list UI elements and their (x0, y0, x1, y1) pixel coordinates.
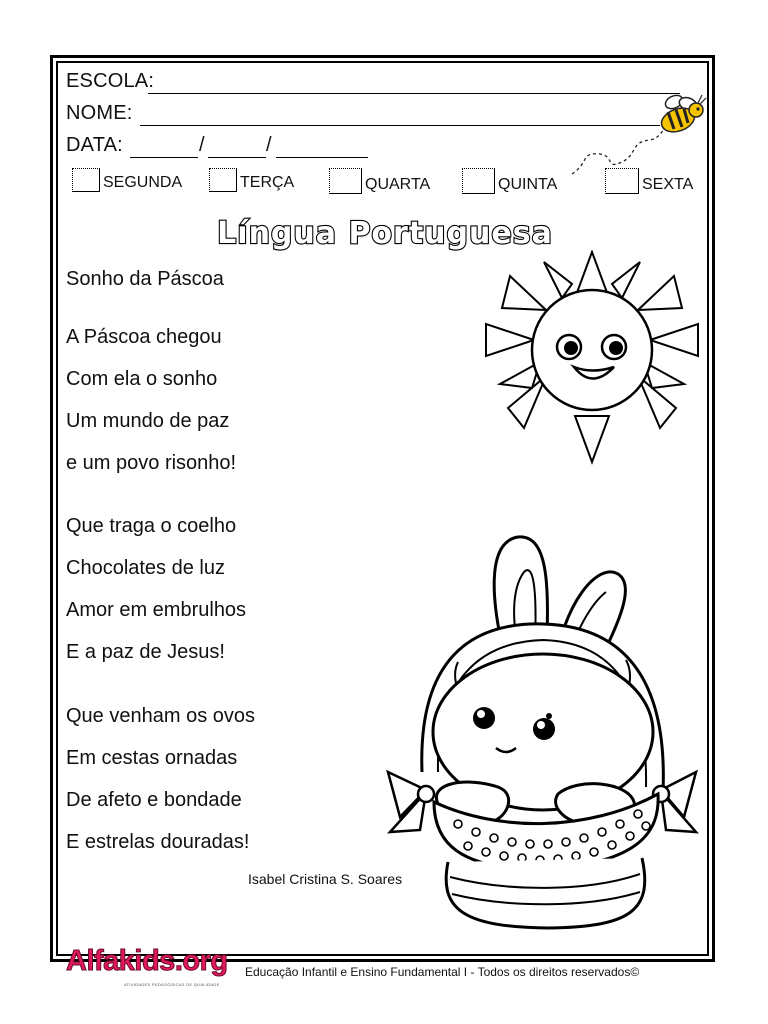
poem-line: Que traga o coelho (66, 515, 237, 537)
data-month-line[interactable] (208, 157, 266, 158)
poem-line: A Páscoa chegou (66, 326, 222, 348)
poem-line: Que venham os ovos (66, 705, 255, 727)
day-label: TERÇA (240, 174, 295, 191)
checkbox[interactable] (209, 168, 237, 192)
data-separator-1: / (199, 134, 205, 156)
alfakids-logo[interactable]: Alfakids.org (66, 945, 228, 977)
poem-line: Um mundo de paz (66, 410, 230, 432)
alfakids-logo-tagline: ATIVIDADES PEDAGÓGICAS DE QUALIDADE (124, 982, 220, 987)
poem-line: Com ela o sonho (66, 368, 218, 390)
checkbox[interactable] (605, 168, 639, 194)
easter-bunny-basket-illustration (378, 532, 706, 932)
day-option-sexta[interactable] (605, 168, 693, 194)
day-label: SEXTA (642, 176, 694, 193)
data-label: DATA: (66, 134, 123, 156)
escola-label: ESCOLA: (66, 70, 155, 92)
poem-title: Sonho da Páscoa (66, 268, 224, 290)
checkbox[interactable] (72, 168, 100, 192)
day-label: QUARTA (365, 176, 431, 193)
day-option-segunda[interactable] (72, 168, 182, 192)
poem-line: Chocolates de luz (66, 557, 225, 579)
weekday-selector (68, 168, 708, 196)
poem-author: Isabel Cristina S. Soares (248, 871, 403, 887)
subject-title (190, 212, 580, 252)
day-label: QUINTA (498, 176, 558, 193)
data-year-line[interactable] (276, 157, 368, 158)
checkbox[interactable] (462, 168, 495, 194)
day-option-quarta[interactable] (329, 168, 430, 194)
data-separator-2: / (266, 134, 272, 156)
subject-title-text: Língua Portuguesa (217, 216, 553, 251)
day-label: SEGUNDA (103, 174, 183, 191)
poem-line: De afeto e bondade (66, 789, 242, 811)
poem-line: E a paz de Jesus! (66, 641, 225, 663)
sun-illustration (480, 250, 710, 465)
day-option-terca[interactable] (209, 168, 294, 192)
data-day-line[interactable] (130, 157, 198, 158)
poem-line: e um povo risonho! (66, 452, 237, 474)
day-option-quinta[interactable] (462, 168, 557, 194)
nome-label: NOME: (66, 102, 133, 124)
poem-line: Em cestas ornadas (66, 747, 238, 769)
checkbox[interactable] (329, 168, 362, 194)
poem-line: Amor em embrulhos (66, 599, 247, 621)
poem-line: E estrelas douradas! (66, 831, 250, 853)
footer-copyright: Educação Infantil e Ensino Fundamental I - Todos os direitos reservados© (245, 965, 640, 979)
